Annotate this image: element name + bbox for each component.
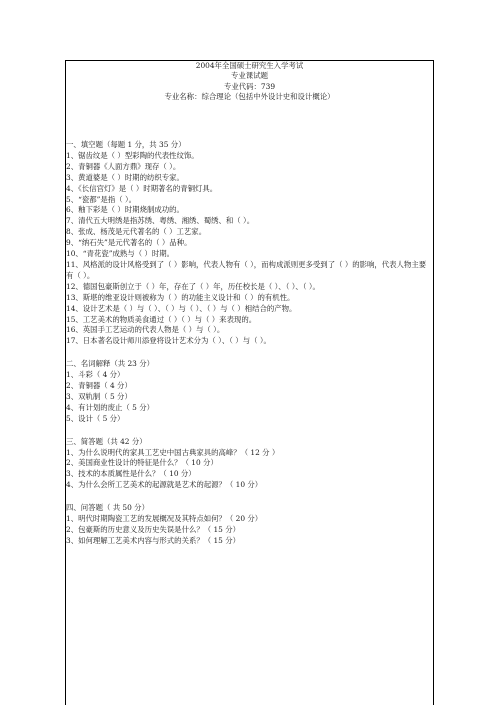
exam-sheet [65, 60, 434, 705]
subject-name: 专业名称：综合理论（包括中外设计史和设计概论） [164, 91, 335, 101]
question-item: 9、“纳石失”是元代著名的（ ）品种。 [66, 238, 192, 248]
question-item: 3、如何理解工艺美术内容与形式的关系？（ 15 分） [66, 535, 241, 545]
exam-title: 2004年全国硕士研究生入学考试 [195, 61, 304, 70]
question-item: 16、英国手工艺运动的代表人物是（ ）与（ ）。 [66, 325, 225, 335]
section-heading: 一、填空题（每题 1 分，共 35 分） [66, 140, 186, 149]
exam-subtitle: 专业课试题 [231, 71, 268, 81]
question-item: 3、技术的本质属性是什么？（ 10 分） [66, 469, 196, 479]
question-item: 7、清代五大明绣是指苏绣、粤绣、湘绣、蜀绣、和（ ）。 [66, 216, 255, 226]
question-item: 1、明代时期陶瓷工艺的发展概况及其特点如何？（ 20 分） [66, 514, 263, 524]
question-item: 3、双轨制（ 5 分） [66, 391, 132, 401]
subject-code: 专业代码：739 [223, 81, 276, 91]
question-item: 14、设计艺术是（ ）与（ ）、（ ）与（ ）、（ ）与（ ）相结合的产物。 [66, 303, 297, 313]
section-heading: 三、简答题（共 42 分） [66, 436, 147, 446]
question-item: 1、斗彩（ 4 分） [66, 370, 125, 380]
section-gap [66, 491, 428, 503]
question-item: 3、黄道婆是（ ）时期的纺织专家。 [66, 172, 184, 182]
exam-header [66, 61, 433, 102]
question-item: 1、为什么说明代的家具工艺史中国古典家具的高峰？（ 12 分 ） [66, 447, 280, 457]
question-item: 15、工艺美术的物质美食通过（ ）（ ）与（ ）来表现的。 [66, 314, 257, 324]
question-item: 2、青铜器（ 4 分） [66, 381, 132, 391]
question-item: 8、张成、杨茂是元代著名的（ ）工艺家。 [66, 227, 207, 237]
exam-content [66, 140, 428, 547]
question-item: 4、《长信宫灯》是（ ）时期著名的青铜灯具。 [66, 183, 218, 193]
question-item: 12、德国包豪斯创立于（ ）年，存在了（ ）年，历任校长是（ ）、（ ）、（ ）。 [66, 281, 320, 291]
question-item: 6、釉下彩是（ ）时期烧制成功的。 [66, 205, 184, 215]
question-item: 11、风格派的设计风格受到了（ ）影响，代表人物有（ ），而构成派则更多受到了（ ）的影响，代表人物主要有（ ）。 [66, 259, 427, 280]
section-heading: 四、问答题（ 共 50 分） [66, 503, 149, 513]
question-item: 13、斯堪的维亚设计则被称为（ ）的功能主义设计和（ ）的有机性。 [66, 292, 295, 302]
question-item: 5、“瓷都”是指（ ）。 [66, 194, 137, 204]
question-item: 2、青铜器《人面方鼎》现存（ ）。 [66, 161, 181, 171]
section-gap [66, 425, 428, 437]
section-heading: 二、名词解释（共 23 分） [66, 359, 155, 369]
question-item: 1、锯齿纹是（ ）型彩陶的代表性纹饰。 [66, 150, 199, 160]
question-item: 2、美国商业性设计的特征是什么？（ 10 分） [66, 458, 218, 468]
question-item: 2、包豪斯的历史意义及历史失误是什么？（ 15 分） [66, 525, 241, 534]
question-item: 4、有计划的废止（ 5 分） [66, 402, 155, 412]
question-item: 4、为什么会所工艺美术的起源就是艺术的起源？（ 10 分） [66, 480, 263, 490]
section-gap [66, 347, 428, 359]
question-item: 10、“青花瓷”成熟与（ ）时期。 [66, 249, 174, 259]
question-item: 17、日本著名设计师川添登将设计艺术分为（ ）、（ ）与（ ）。 [66, 336, 271, 346]
question-item: 5、设计（ 5 分） [66, 413, 125, 423]
